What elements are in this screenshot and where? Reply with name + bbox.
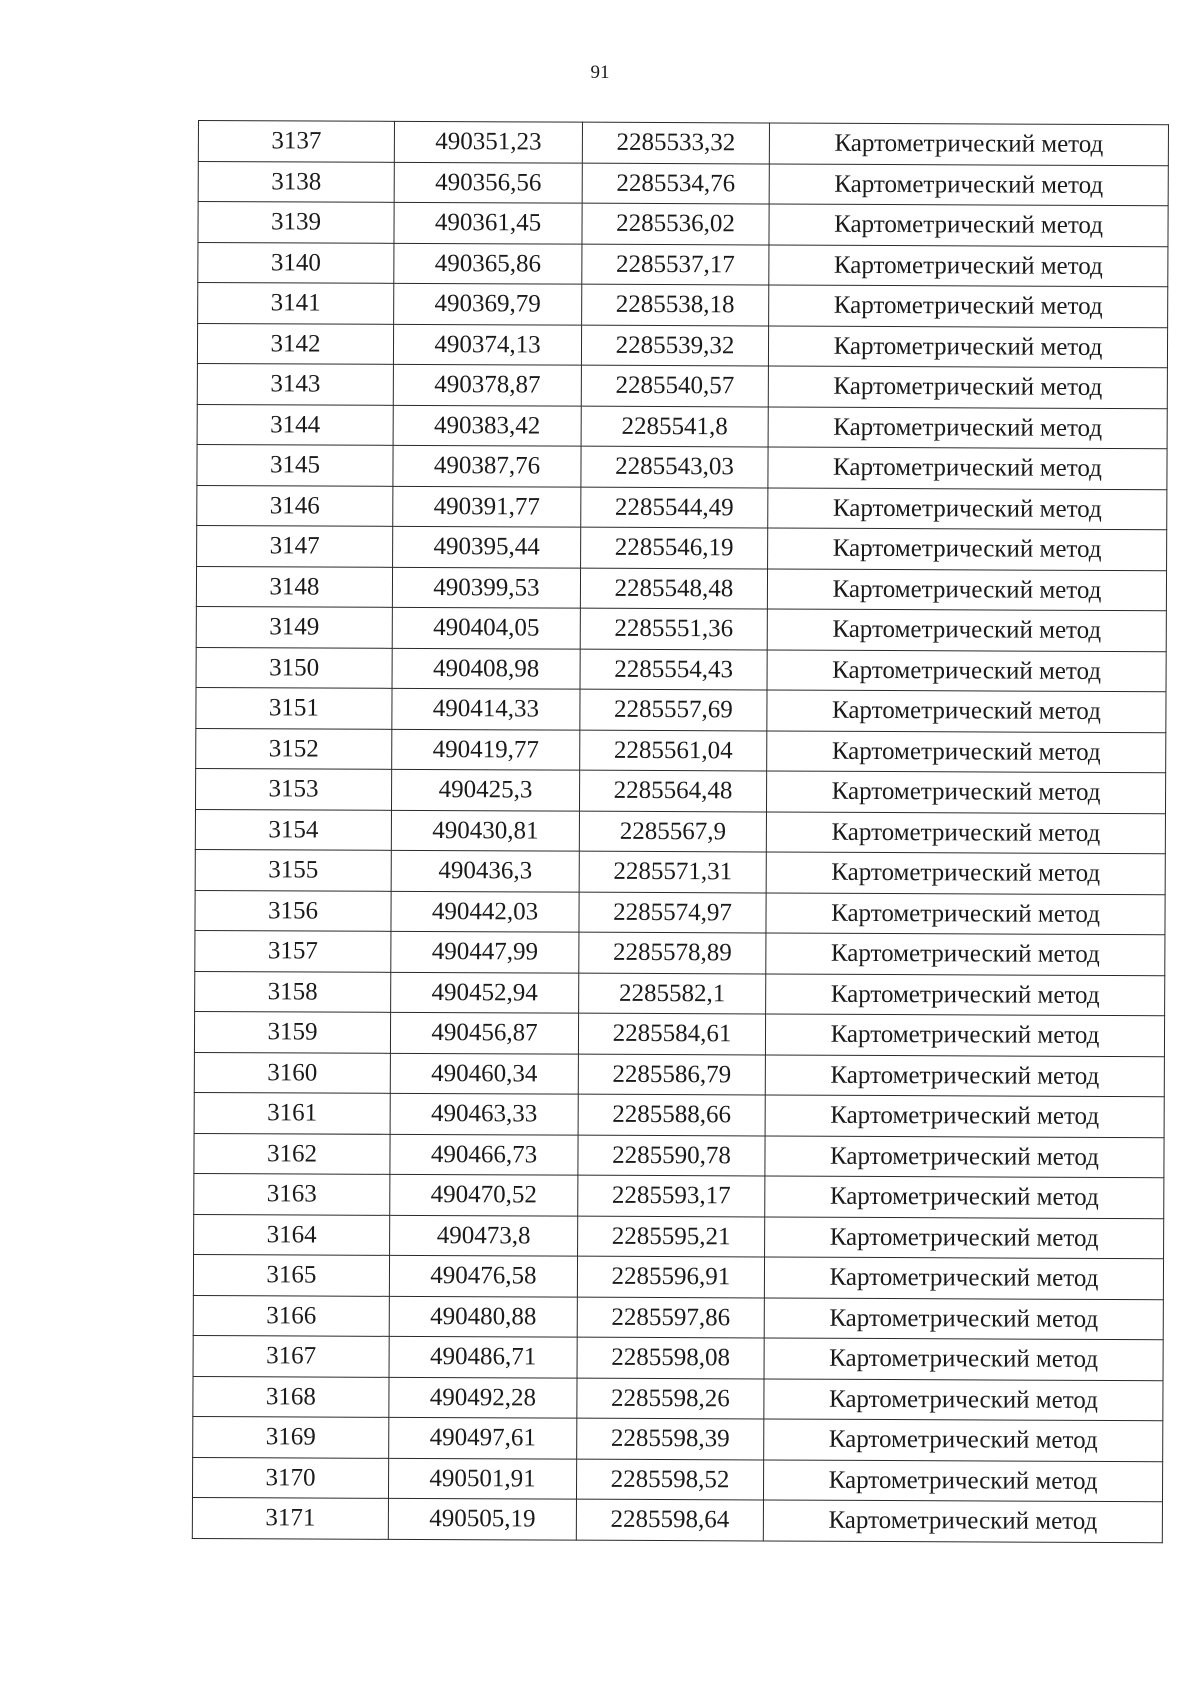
y-coordinate-cell: 2285595,21 <box>578 1216 765 1257</box>
method-cell: Картометрический метод <box>769 285 1168 327</box>
y-coordinate-cell: 2285588,66 <box>578 1094 765 1135</box>
method-cell: Картометрический метод <box>769 244 1168 286</box>
x-coordinate-cell: 490497,61 <box>389 1417 577 1458</box>
table-row <box>192 1497 1162 1542</box>
y-coordinate-cell: 2285584,61 <box>578 1013 765 1054</box>
coordinates-table-body <box>192 121 1168 1543</box>
x-coordinate-cell: 490414,33 <box>392 688 580 729</box>
table-row <box>196 566 1166 611</box>
y-coordinate-cell: 2285536,02 <box>582 203 769 244</box>
y-coordinate-cell: 2285554,43 <box>580 649 767 690</box>
table-row <box>198 242 1168 287</box>
table-row <box>196 687 1166 732</box>
x-coordinate-cell: 490365,86 <box>394 243 582 284</box>
x-coordinate-cell: 490466,73 <box>390 1134 578 1175</box>
table-row <box>195 890 1165 935</box>
y-coordinate-cell: 2285546,19 <box>581 527 768 568</box>
point-number-cell: 3154 <box>195 809 391 850</box>
point-number-cell: 3169 <box>193 1416 389 1457</box>
point-number-cell: 3139 <box>198 202 394 243</box>
y-coordinate-cell: 2285598,64 <box>576 1499 763 1540</box>
y-coordinate-cell: 2285561,04 <box>580 730 767 771</box>
method-cell: Картометрический метод <box>763 1500 1162 1542</box>
x-coordinate-cell: 490351,23 <box>394 121 582 162</box>
y-coordinate-cell: 2285540,57 <box>581 365 768 406</box>
point-number-cell: 3163 <box>194 1173 390 1214</box>
y-coordinate-cell: 2285574,97 <box>579 892 766 933</box>
table-row <box>198 283 1168 328</box>
y-coordinate-cell: 2285541,8 <box>581 406 768 447</box>
table-row <box>195 971 1165 1016</box>
point-number-cell: 3146 <box>197 485 393 526</box>
x-coordinate-cell: 490387,76 <box>393 445 581 486</box>
point-number-cell: 3158 <box>195 971 391 1012</box>
x-coordinate-cell: 490442,03 <box>391 891 579 932</box>
table-row <box>192 1457 1162 1502</box>
method-cell: Картометрический метод <box>767 568 1166 610</box>
method-cell: Картометрический метод <box>764 1297 1163 1339</box>
point-number-cell: 3161 <box>194 1092 390 1133</box>
method-cell: Картометрический метод <box>767 730 1166 772</box>
x-coordinate-cell: 490460,34 <box>390 1053 578 1094</box>
point-number-cell: 3143 <box>197 363 393 404</box>
y-coordinate-cell: 2285586,79 <box>578 1054 765 1095</box>
method-cell: Картометрический метод <box>768 366 1167 408</box>
method-cell: Картометрический метод <box>769 123 1168 165</box>
point-number-cell: 3141 <box>198 283 394 324</box>
table-row <box>197 363 1167 408</box>
method-cell: Картометрический метод <box>766 811 1165 853</box>
x-coordinate-cell: 490356,56 <box>394 162 582 203</box>
table-row <box>194 1214 1164 1259</box>
y-coordinate-cell: 2285564,48 <box>579 770 766 811</box>
point-number-cell: 3142 <box>197 323 393 364</box>
method-cell: Картометрический метод <box>765 1176 1164 1218</box>
table-row <box>193 1295 1163 1340</box>
method-cell: Картометрический метод <box>768 528 1167 570</box>
y-coordinate-cell: 2285593,17 <box>578 1175 765 1216</box>
method-cell: Картометрический метод <box>768 325 1167 367</box>
table-row <box>193 1376 1163 1421</box>
x-coordinate-cell: 490436,3 <box>391 850 579 891</box>
x-coordinate-cell: 490369,79 <box>394 283 582 324</box>
point-number-cell: 3160 <box>194 1052 390 1093</box>
method-cell: Картометрический метод <box>764 1257 1163 1299</box>
x-coordinate-cell: 490463,33 <box>390 1093 578 1134</box>
y-coordinate-cell: 2285557,69 <box>580 689 767 730</box>
x-coordinate-cell: 490452,94 <box>391 972 579 1013</box>
table-row <box>194 1011 1164 1056</box>
point-number-cell: 3149 <box>196 606 392 647</box>
method-cell: Картометрический метод <box>769 204 1168 246</box>
table-row <box>197 323 1167 368</box>
point-number-cell: 3156 <box>195 890 391 931</box>
y-coordinate-cell: 2285567,9 <box>579 811 766 852</box>
method-cell: Картометрический метод <box>767 690 1166 732</box>
x-coordinate-cell: 490383,42 <box>393 405 581 446</box>
method-cell: Картометрический метод <box>763 1459 1162 1501</box>
point-number-cell: 3167 <box>193 1335 389 1376</box>
point-number-cell: 3147 <box>197 525 393 566</box>
method-cell: Картометрический метод <box>766 771 1165 813</box>
table-row <box>194 1173 1164 1218</box>
x-coordinate-cell: 490361,45 <box>394 202 582 243</box>
method-cell: Картометрический метод <box>766 892 1165 934</box>
method-cell: Картометрический метод <box>768 406 1167 448</box>
y-coordinate-cell: 2285537,17 <box>582 244 769 285</box>
x-coordinate-cell: 490419,77 <box>392 729 580 770</box>
table-row <box>193 1416 1163 1461</box>
point-number-cell: 3166 <box>193 1295 389 1336</box>
y-coordinate-cell: 2285590,78 <box>578 1135 765 1176</box>
point-number-cell: 3144 <box>197 404 393 445</box>
method-cell: Картометрический метод <box>765 1054 1164 1096</box>
x-coordinate-cell: 490486,71 <box>389 1336 577 1377</box>
x-coordinate-cell: 490425,3 <box>391 769 579 810</box>
table-row <box>197 485 1167 530</box>
table-row <box>196 728 1166 773</box>
table-row <box>194 1092 1164 1137</box>
point-number-cell: 3171 <box>192 1497 388 1538</box>
x-coordinate-cell: 490395,44 <box>393 526 581 567</box>
x-coordinate-cell: 490378,87 <box>393 364 581 405</box>
x-coordinate-cell: 490501,91 <box>388 1458 576 1499</box>
x-coordinate-cell: 490447,99 <box>391 931 579 972</box>
point-number-cell: 3164 <box>194 1214 390 1255</box>
x-coordinate-cell: 490430,81 <box>391 810 579 851</box>
y-coordinate-cell: 2285533,32 <box>582 122 769 163</box>
method-cell: Картометрический метод <box>764 1338 1163 1380</box>
table-row <box>193 1335 1163 1380</box>
point-number-cell: 3162 <box>194 1133 390 1174</box>
method-cell: Картометрический метод <box>766 852 1165 894</box>
page-number: 91 <box>590 62 610 83</box>
method-cell: Картометрический метод <box>768 487 1167 529</box>
point-number-cell: 3170 <box>192 1457 388 1498</box>
method-cell: Картометрический метод <box>764 1378 1163 1420</box>
table-row <box>196 606 1166 651</box>
method-cell: Картометрический метод <box>765 1216 1164 1258</box>
x-coordinate-cell: 490505,19 <box>388 1498 576 1539</box>
y-coordinate-cell: 2285539,32 <box>581 325 768 366</box>
x-coordinate-cell: 490408,98 <box>392 648 580 689</box>
y-coordinate-cell: 2285598,08 <box>577 1337 764 1378</box>
table-row <box>197 444 1167 489</box>
x-coordinate-cell: 490374,13 <box>393 324 581 365</box>
x-coordinate-cell: 490492,28 <box>389 1377 577 1418</box>
table-row <box>195 809 1165 854</box>
point-number-cell: 3140 <box>198 242 394 283</box>
x-coordinate-cell: 490456,87 <box>390 1012 578 1053</box>
table-row <box>195 849 1165 894</box>
table-row <box>195 768 1165 813</box>
point-number-cell: 3145 <box>197 444 393 485</box>
table-row <box>197 525 1167 570</box>
method-cell: Картометрический метод <box>769 163 1168 205</box>
table-row <box>194 1133 1164 1178</box>
table-row <box>196 647 1166 692</box>
table-row <box>198 161 1168 206</box>
y-coordinate-cell: 2285597,86 <box>577 1297 764 1338</box>
table-row <box>194 1052 1164 1097</box>
table-row <box>198 121 1168 166</box>
point-number-cell: 3157 <box>195 930 391 971</box>
method-cell: Картометрический метод <box>764 1419 1163 1461</box>
y-coordinate-cell: 2285548,48 <box>580 568 767 609</box>
x-coordinate-cell: 490473,8 <box>390 1215 578 1256</box>
method-cell: Картометрический метод <box>767 609 1166 651</box>
method-cell: Картометрический метод <box>766 933 1165 975</box>
point-number-cell: 3165 <box>193 1254 389 1295</box>
y-coordinate-cell: 2285582,1 <box>579 973 766 1014</box>
y-coordinate-cell: 2285571,31 <box>579 851 766 892</box>
method-cell: Картометрический метод <box>765 1014 1164 1056</box>
table-row <box>193 1254 1163 1299</box>
x-coordinate-cell: 490480,88 <box>389 1296 577 1337</box>
point-number-cell: 3159 <box>194 1011 390 1052</box>
point-number-cell: 3148 <box>196 566 392 607</box>
y-coordinate-cell: 2285598,26 <box>577 1378 764 1419</box>
point-number-cell: 3152 <box>196 728 392 769</box>
table-row <box>198 202 1168 247</box>
point-number-cell: 3153 <box>195 768 391 809</box>
table-row <box>197 404 1167 449</box>
table-row <box>195 930 1165 975</box>
y-coordinate-cell: 2285596,91 <box>577 1256 764 1297</box>
x-coordinate-cell: 490404,05 <box>392 607 580 648</box>
method-cell: Картометрический метод <box>767 649 1166 691</box>
x-coordinate-cell: 490470,52 <box>390 1174 578 1215</box>
y-coordinate-cell: 2285534,76 <box>582 163 769 204</box>
y-coordinate-cell: 2285544,49 <box>581 487 768 528</box>
point-number-cell: 3138 <box>198 161 394 202</box>
coordinates-table <box>192 120 1169 1543</box>
method-cell: Картометрический метод <box>765 1095 1164 1137</box>
x-coordinate-cell: 490399,53 <box>392 567 580 608</box>
x-coordinate-cell: 490476,58 <box>389 1255 577 1296</box>
point-number-cell: 3168 <box>193 1376 389 1417</box>
y-coordinate-cell: 2285538,18 <box>582 284 769 325</box>
method-cell: Картометрический метод <box>765 1135 1164 1177</box>
point-number-cell: 3137 <box>198 121 394 162</box>
y-coordinate-cell: 2285543,03 <box>581 446 768 487</box>
point-number-cell: 3151 <box>196 687 392 728</box>
x-coordinate-cell: 490391,77 <box>393 486 581 527</box>
point-number-cell: 3155 <box>195 849 391 890</box>
y-coordinate-cell: 2285551,36 <box>580 608 767 649</box>
y-coordinate-cell: 2285598,52 <box>576 1459 763 1500</box>
y-coordinate-cell: 2285598,39 <box>577 1418 764 1459</box>
method-cell: Картометрический метод <box>766 973 1165 1015</box>
point-number-cell: 3150 <box>196 647 392 688</box>
method-cell: Картометрический метод <box>768 447 1167 489</box>
y-coordinate-cell: 2285578,89 <box>579 932 766 973</box>
